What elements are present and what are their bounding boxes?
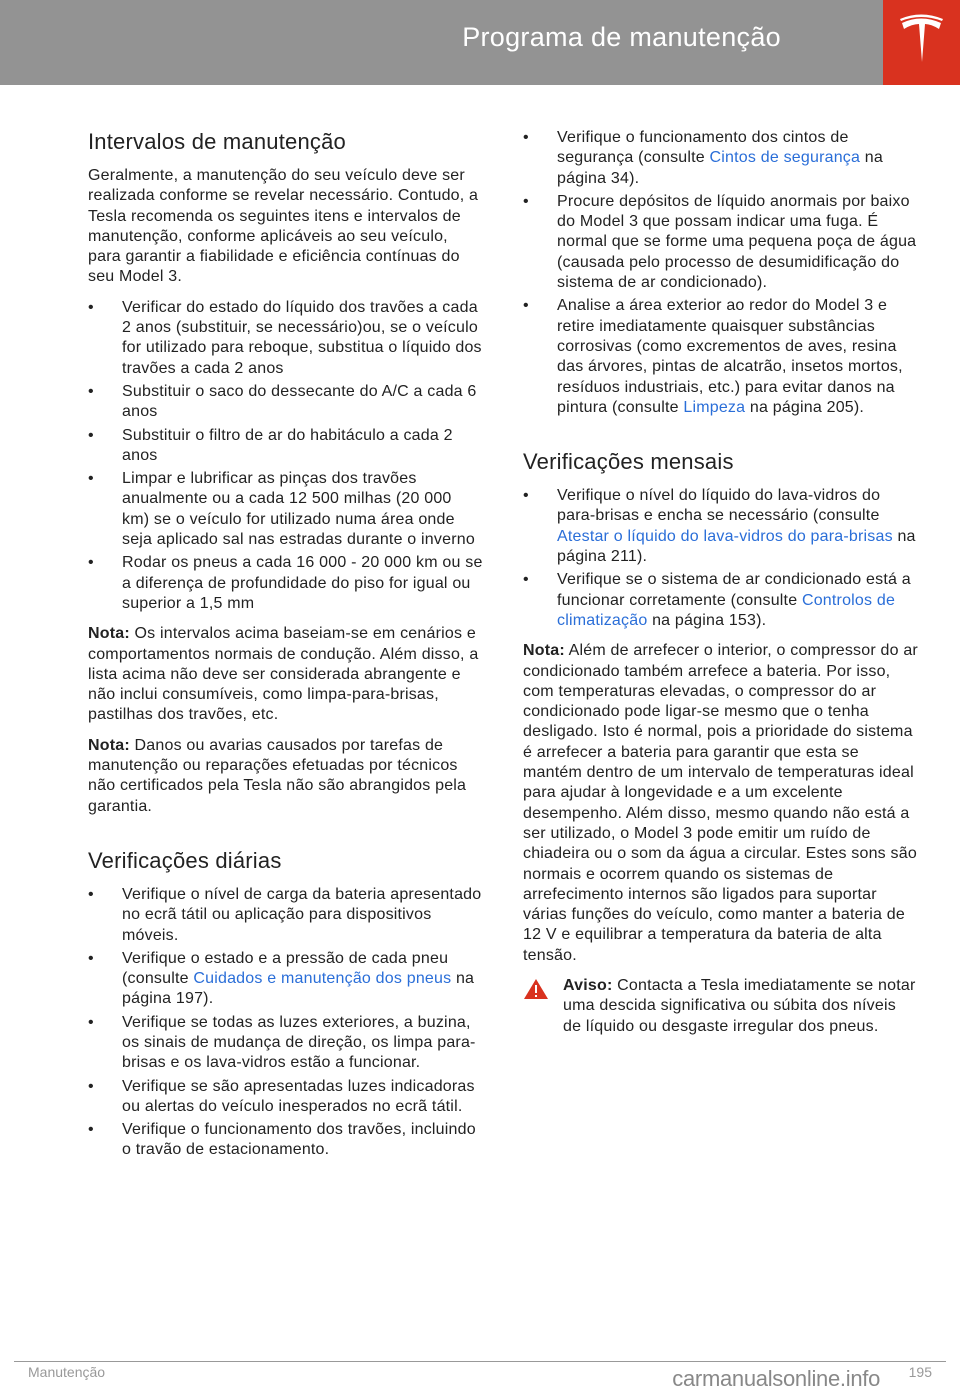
warning-text: Contacta a Tesla imediatamente se notar uma descida significativa ou súbita dos níveis de líquido ou desgaste irregular dos pneus.	[563, 976, 916, 1035]
list-item	[523, 128, 918, 189]
footer-section: Manutenção	[28, 1364, 106, 1380]
text: Verifique o nível do líquido do lava-vidros do para-brisas e encha se necessário (consulte	[557, 487, 881, 525]
text: na página 211).	[557, 527, 916, 566]
list-item: • Verifique o funcionamento dos travões, incluindo o travão de estacionamento.	[88, 1120, 483, 1161]
list-item: • Limpar e lubrificar as pinças dos travões anualmente ou a cada 12 500 milhas (20 000 km) se o veículo for utilizado numa área onde seja aplicado sal nas estradas durante o inverno	[88, 469, 483, 550]
list-item: • Substituir o saco do dessecante do A/C a cada 6 anos	[88, 382, 483, 423]
list-item	[88, 949, 483, 1010]
daily-list-continued	[523, 128, 918, 418]
list-item: • Verifique o nível de carga da bateria apresentado no ecrã tátil ou aplicação para dispositivos móveis.	[88, 885, 483, 946]
right-column	[523, 128, 918, 1037]
list-item: • Rodar os pneus a cada 16 000 - 20 000 km ou se a diferença de profundidade do piso for igual ou superior a 1,5 mm	[88, 553, 483, 614]
warning-icon	[523, 978, 549, 1000]
list-item: • Verificar do estado do líquido dos travões a cada 2 anos (substituir, se necessário)ou, se o veículo for utilizado para reboque, substitua o líquido dos travões a cada 2 anos	[88, 298, 483, 379]
note-text: Os intervalos acima baseiam-se em cenários e comportamentos normais de condução. Além disso, a lista acima não deve ser considerada abrangente e não inclui consumíveis, como limpa-para-brisas, pastilhas dos travões, etc.	[88, 625, 479, 724]
note-label: Nota:	[523, 642, 565, 660]
interval-list	[88, 298, 483, 614]
text: na página 197).	[122, 970, 475, 1008]
link-tire-care[interactable]: Cuidados e manutenção dos pneus	[193, 970, 452, 988]
header-title: Programa de manutenção	[462, 22, 781, 52]
note	[88, 736, 483, 817]
link-climate-controls[interactable]: Controlos de climatização	[557, 591, 896, 629]
tesla-logo-icon	[883, 0, 960, 85]
monthly-list	[523, 486, 918, 631]
daily-list	[88, 885, 483, 1161]
warning-label: Aviso:	[563, 976, 613, 994]
text: Analise a área exterior ao redor do Model 3 e retire imediatamente quaisquer substâncias corrosivas (como excrementos de aves, resina das árvores, pintas de alcatrão, insetos mortos, resíduos industriais, etc.) para evitar danos na pintura (consulte	[557, 297, 903, 416]
note-text: Danos ou avarias causados por tarefas de manutenção ou reparações efetuadas por técnicos não certificados pela Tesla não são abrangidos pela garantia.	[88, 736, 467, 815]
text: na página 153).	[647, 611, 767, 629]
section-title-monthly-checks: Verificações mensais	[523, 449, 734, 475]
text: Verifique o funcionamento dos cintos de segurança (consulte	[557, 129, 849, 167]
note	[88, 624, 483, 725]
text: na página 205).	[745, 398, 865, 416]
page-header	[0, 0, 883, 85]
note-label: Nota:	[88, 736, 130, 754]
note-text: Além de arrefecer o interior, o compressor do ar condicionado também arrefece a bateria. Por isso, com temperaturas elevadas, o compressor do ar condicionado pode ligar-se mesmo que o tenha desligado. Isto é normal, pois a prioridade do sistema é arrefecer a bateria para garantir que esta se mantém dentro de um intervalo de temperaturas ideal para ajudar à longevidade e a um excelente desempenho. Além disso, mesmo quando não está a ser utilizado, o Model 3 pode emitir um ruído de chiadeira ou o som da água a circular. Estes sons são normais e ocorrem quando os sistemas de arrefecimento internos são ligados para suportar várias funções do veículo, como manter a bateria de 12 V e equilibrar a temperatura da bateria de alta tensão.	[523, 642, 918, 964]
list-item	[523, 296, 918, 418]
text: Verifique se o sistema de ar condicionado está a funcionar corretamente (consulte	[557, 571, 911, 609]
note	[523, 641, 918, 966]
watermark: carmanualsonline.info	[672, 1366, 880, 1391]
warning-box	[523, 976, 918, 1037]
list-item: • Verifique se são apresentadas luzes indicadoras ou alertas do veículo inesperados no ecrã tátil.	[88, 1077, 483, 1118]
list-item: • Substituir o filtro de ar do habitáculo a cada 2 anos	[88, 426, 483, 467]
page-number: 195	[908, 1364, 932, 1380]
section-title-maintenance-intervals: Intervalos de manutenção	[88, 129, 346, 154]
list-item: • Procure depósitos de líquido anormais por baixo do Model 3 que possam indicar uma fuga. É normal que se forme uma pequena poça de água (causada pelo processo de desumidificação do sistema de ar condicionado).	[523, 192, 918, 293]
tesla-logo	[883, 0, 960, 85]
intro-paragraph: Geralmente, a manutenção do seu veículo deve ser realizada conforme se revelar necessário. Contudo, a Tesla recomenda os seguintes itens e intervalos de manutenção, conforme aplicáveis ao seu veículo, para garantir a fiabilidade e eficiência contínuas do seu Model 3.	[88, 167, 479, 286]
list-item: • Verifique se todas as luzes exteriores, a buzina, os sinais de mudança de direção, os limpa para-brisas e os lava-vidros estão a funcionar.	[88, 1013, 483, 1074]
footer-divider	[14, 1361, 946, 1362]
link-washer-fluid[interactable]: Atestar o líquido do lava-vidros do para-brisas	[557, 527, 893, 545]
list-item	[523, 486, 918, 567]
text: Verifique o estado e a pressão de cada pneu (consulte	[122, 949, 449, 988]
section-title-daily-checks: Verificações diárias	[88, 847, 282, 873]
note-label: Nota:	[88, 625, 130, 643]
link-cleaning[interactable]: Limpeza	[683, 398, 746, 416]
link-seat-belts[interactable]: Cintos de segurança	[709, 149, 861, 167]
list-item	[523, 570, 918, 631]
text: na página 34).	[557, 149, 883, 187]
left-column	[88, 128, 483, 1171]
